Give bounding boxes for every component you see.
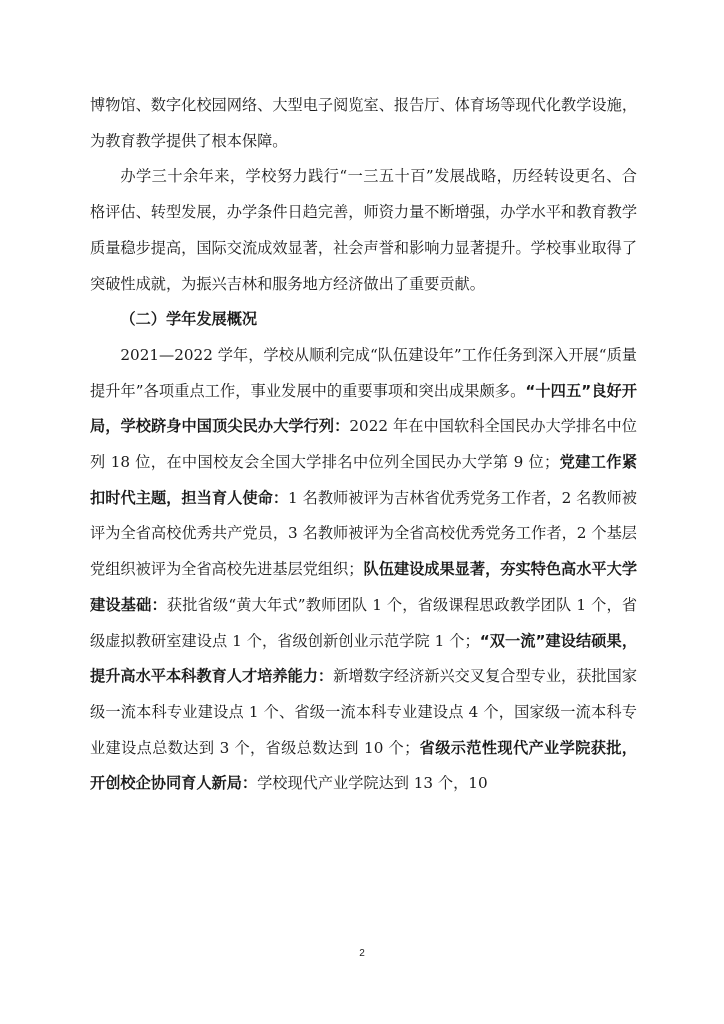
paragraph-facilities: 博物馆、数字化校园网络、大型电子阅览室、报告厅、体育场等现代化教学设施，为教育教学提供了根本保障。 [90, 96, 637, 150]
detail-party-building: 1 名教师被评为吉林省优秀党务工作者，2 名教师被评为全省高校优秀共产党员，3 名教师被评为全省高校优秀党务工作者，2 个基层党组织被评为全省高校先进基层党组织； [90, 488, 637, 579]
highlight-double-first-class: “双一流”建设结硕果，提升高水平本科教育人才培养能力： [90, 631, 638, 686]
detail-faculty: 获批省级“黄大年式”教师团队 1 个，省级课程思政教学团队 1 个，省级虚拟教研室建设点 1 个，省级创新创业示范学院 1 个； [90, 595, 638, 650]
paragraph-history: 办学三十余年来，学校努力践行“一三五十百”发展战略，历经转设更名、合格评估、转型发展，办学条件日趋完善，师资力量不断增强，办学水平和教育教学质量稳步提高，国际交流成效显著，社会声誉和影响力显著提升。学校事业取得了突破性成就，为振兴吉林和服务地方经济做出了重要贡献。 [90, 167, 637, 293]
section-heading: （二）学年发展概况 [120, 310, 258, 329]
paragraph-annual-overview [90, 338, 637, 802]
detail-industry-college: 学校现代产业学院达到 13 个，10 [257, 774, 488, 793]
highlight-faculty: 队伍建设成果显著，夯实特色高水平大学建设基础： [90, 560, 638, 614]
highlight-industry-college: 省级示范性现代产业学院获批，开创校企协同育人新局： [90, 738, 637, 793]
page-number: 2 [359, 948, 365, 959]
overview-intro: 2021—2022 学年，学校从顺利完成“队伍建设年”工作任务到深入开展“质量提升年”各项重点工作，事业发展中的重要事项和突出成果颇多。 [90, 345, 637, 400]
detail-double-first-class: 新增数字经济新兴交叉复合型专业，获批国家级一流本科专业建设点 1 个、省级一流本科专业建设点 4 个，国家级一流本科专业建设点总数达到 3 个，省级总数达到 10 个； [90, 667, 638, 757]
highlight-party-building: 党建工作紧扣时代主题，担当育人使命： [90, 453, 638, 507]
detail-ranking: 2022 年在中国软科全国民办大学排名中位列 18 位，在中国校友会全国大学排名中位列全国民办大学第 9 位； [90, 417, 637, 472]
highlight-ranking: “十四五”良好开局，学校跻身中国顶尖民办大学行列： [90, 381, 637, 436]
document-body [90, 88, 637, 802]
